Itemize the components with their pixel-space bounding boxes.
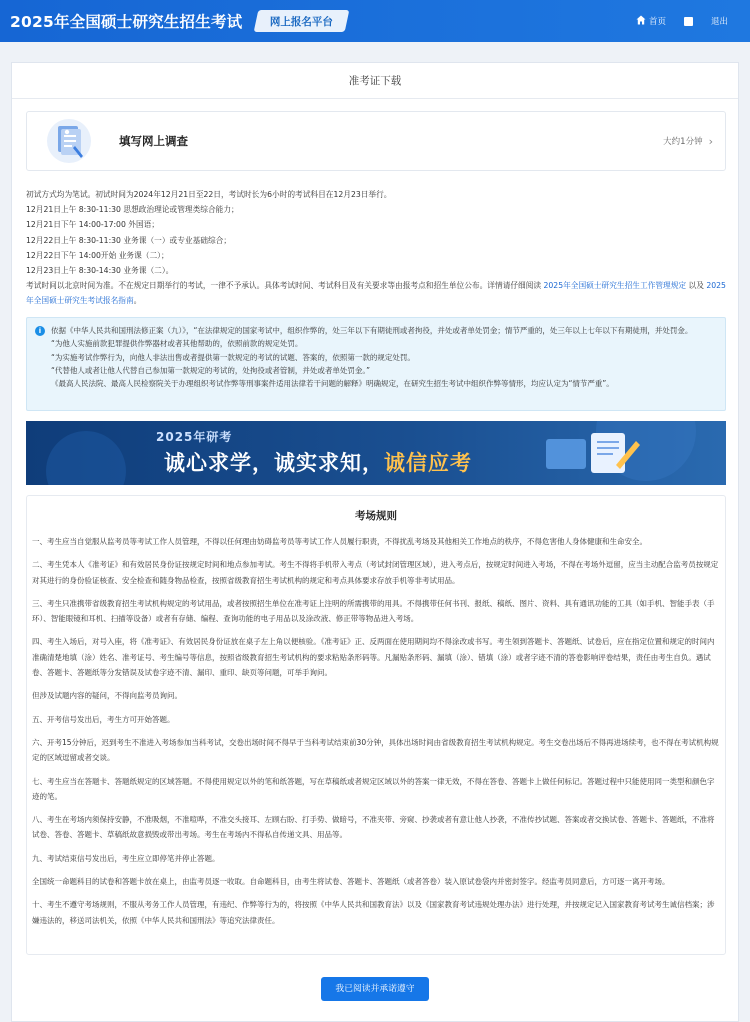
nav-square-button[interactable]	[684, 17, 693, 26]
chevron-right-icon: ›	[708, 134, 713, 148]
exam-rules	[26, 495, 726, 955]
info-icon: i	[35, 326, 45, 336]
notice-line: 依据《中华人民共和国刑法修正案（九）》，“在法律规定的国家考试中，组织作弊的，处三年以下有期徒刑或者拘役，并处或者单处罚金；情节严重的，处三年以上七年以下有期徒刑，并处罚金。	[51, 326, 693, 335]
survey-banner[interactable]	[26, 111, 726, 171]
rule-paragraph: 六、开考15分钟后，迟到考生不准进入考场参加当科考试，交卷出场时间不得早于当科考试结束前30分钟，具体出场时间由省级教育招生考试机构规定。考生交卷出场后不得再进场续考，也不得在考试机构规定的区域逗留或者交谈。	[32, 737, 719, 763]
exam-line: 12月23日上午 8:30-14:30 业务课（二）。	[26, 266, 174, 276]
survey-time	[663, 135, 713, 148]
notice-line: 《最高人民法院、最高人民检察院关于办理组织考试作弊等刑事案件适用法律若干问题的解释》明确规定，在研究生招生考试中组织作弊等情形，均应认定为“情节严重”。	[51, 379, 614, 389]
exam-line: 12月21日下午 14:00-17:00 外国语；	[26, 220, 160, 230]
banner-slogan: 诚心求学，诚实求知，诚信应考	[164, 451, 472, 475]
square-icon	[684, 17, 693, 26]
nav-logout-label: 退出	[710, 17, 728, 27]
survey-time-label: 大约1分钟	[663, 137, 703, 147]
nav-logout-link[interactable]	[711, 15, 728, 27]
rule-paragraph: 七、考生应当在答题卡、答题纸规定的区域答题。不得使用规定以外的笔和纸答题，写在草稿纸或者规定区域以外的答案一律无效，不得在答卷、答题卡上做任何标记。答题过程中只能使用同一类型和颜色字迹的笔。	[32, 776, 715, 801]
rules-body	[32, 534, 719, 936]
exam-line: 12月22日下午 14:00开始 业务课（二）；	[26, 250, 169, 260]
document-survey-icon	[45, 118, 93, 164]
exam-line: 12月22日上午 8:30-11:30 业务课（一）或专业基础综合；	[26, 235, 232, 245]
rule-paragraph: 八、考生在考场内须保持安静，不准吸烟，不准喧哗，不准交头接耳、左顾右盼、打手势、做暗号，不准夹带、旁窥、抄袭或者有意让他人抄袭，不准传抄试题、答案或者交换试卷、答题卡、答题纸，不准将试卷、答卷、答题卡、草稿纸故意损毁或带出考场。考生在考场内不得私自传递文具、用品等。	[32, 815, 715, 840]
survey-title: 填写网上调查	[119, 134, 188, 148]
exam-schedule	[26, 187, 732, 309]
platform-badge: 网上报名平台	[254, 10, 350, 32]
rule-paragraph: 四、考生入场后，对号入座，将《准考证》、有效居民身份证放在桌子左上角以便核验。《准考证》正、反两面在使用期间均不得涂改或书写。考生领到答题卡、答题纸、试卷后，应在指定位置和规定的时间内准确清楚地填（涂）姓名、准考证号、考生编号等信息，按照省级教育招生考试机构的要求粘贴条形码等。凡漏贴条形码、漏填（涂）、错填（涂）或者字迹不清的答卷影响评卷结果，责任由考生自负。遇试卷、答题卡、答题纸等分发错误及试卷字迹不清、漏印、重印、缺页等问题，可举手询问。	[32, 637, 715, 678]
rule-paragraph: 但涉及试题内容的疑问，不得向监考员询问。	[32, 691, 182, 701]
nav-home-link[interactable]	[636, 15, 666, 28]
notice-line: “代替他人或者让他人代替自己参加第一款规定的考试的，处拘役或者管制，并处或者单处罚金。”	[51, 365, 371, 375]
rule-paragraph: 三、考生只准携带省级教育招生考试机构规定的考试用品，或者按照招生单位在准考证上注明的所需携带的用具。不得携带任何书刊、报纸、稿纸、图片、资料、具有通讯功能的工具（如手机、智能手表（手环）、智能眼镜和耳机、扫描等设备）或者有存储、编程、查询功能的电子用品以及涂改液、修正带等物品进入考场。	[32, 598, 715, 624]
integrity-banner	[26, 421, 726, 485]
rule-paragraph: 一、考生应当自觉服从监考员等考试工作人员管理，不得以任何理由妨碍监考员等考试工作人员履行职责，不得扰乱考场及其他相关工作地点的秩序，不得危害他人身体健康和生命安全。	[32, 537, 647, 546]
rules-title: 考场规则	[355, 510, 397, 522]
regulation-link[interactable]: 2025年全国硕士研究生招生工作管理规定	[543, 281, 687, 291]
header-nav	[618, 15, 728, 28]
page-title: 准考证下载	[12, 63, 738, 99]
exam-line: 初试方式均为笔试。初试时间为2024年12月21日至22日，考试时长为6小时的考试科目在12月23日举行。	[26, 190, 392, 199]
top-header	[0, 0, 750, 42]
rule-paragraph: 十、考生不遵守考场规则，不服从考务工作人员管理，有违纪、作弊等行为的，将按照《中华人民共和国教育法》以及《国家教育考试违规处理办法》进行处理，并按规定记入国家教育考试考生诚信档案；涉嫌违法的，移送司法机关，依照《中华人民共和国刑法》等追究法律责任。	[32, 900, 715, 925]
legal-notice-text	[51, 324, 715, 390]
accept-rules-button[interactable]: 我已阅读并承诺遵守	[321, 977, 429, 1001]
rule-paragraph: 全国统一命题科目的试卷和答题卡放在桌上，由监考员逐一收取。自命题科目，由考生将试卷、答题卡、答题纸（或者答卷）装入原试卷袋内并密封签字。经监考员同意后，方可逐一离开考场。	[32, 877, 670, 887]
exam-detail-text: 考试时间以北京时间为准。不在规定日期举行的考试，一律不予承认。具体考试时间、考试科目及有关要求等由报考点和招生单位公布。详情请仔细阅读 2025年全国硕士研究生招生工作管理规定 以及 2025年全国硕士研究生考试报名指南。	[26, 281, 726, 306]
notice-line: “为实施考试作弊行为，向他人非法出售或者提供第一款规定的考试的试题、答案的，依照第一款的规定处罚。	[51, 352, 415, 362]
home-icon	[636, 15, 649, 28]
registration-guide-link[interactable]: 2025年全国硕士研究生考试报名指南	[26, 281, 726, 306]
rule-paragraph: 二、考生凭本人《准考证》和有效居民身份证按规定时间和地点参加考试。考生不得将手机带入考点（考试封闭管理区域），进入考点后，按规定时间进入考场，不得在考场外逗留，应当主动配合监考员按规定对其进行的身份验证核查、安全检查和随身物品检查，按照省级教育招生考试机构的规定和考点具体要求存放手机等非考试用品。	[32, 560, 719, 585]
banner-tag: 2025年研考	[156, 430, 233, 444]
exam-line: 12月21日上午 8:30-11:30 思想政治理论或管理类综合能力；	[26, 205, 239, 215]
legal-notice	[26, 317, 726, 411]
site-title: 2025年全国硕士研究生招生考试	[10, 13, 243, 31]
main-card	[11, 62, 739, 1022]
notice-line: “为他人实施前款犯罪提供作弊器材或者其他帮助的，依照前款的规定处罚。	[51, 339, 303, 349]
nav-home-label: 首页	[648, 17, 666, 27]
rule-paragraph: 九、考试结束信号发出后，考生应立即停笔并停止答题。	[32, 853, 220, 863]
rule-paragraph: 五、开考信号发出后，考生方可开始答题。	[32, 714, 175, 724]
